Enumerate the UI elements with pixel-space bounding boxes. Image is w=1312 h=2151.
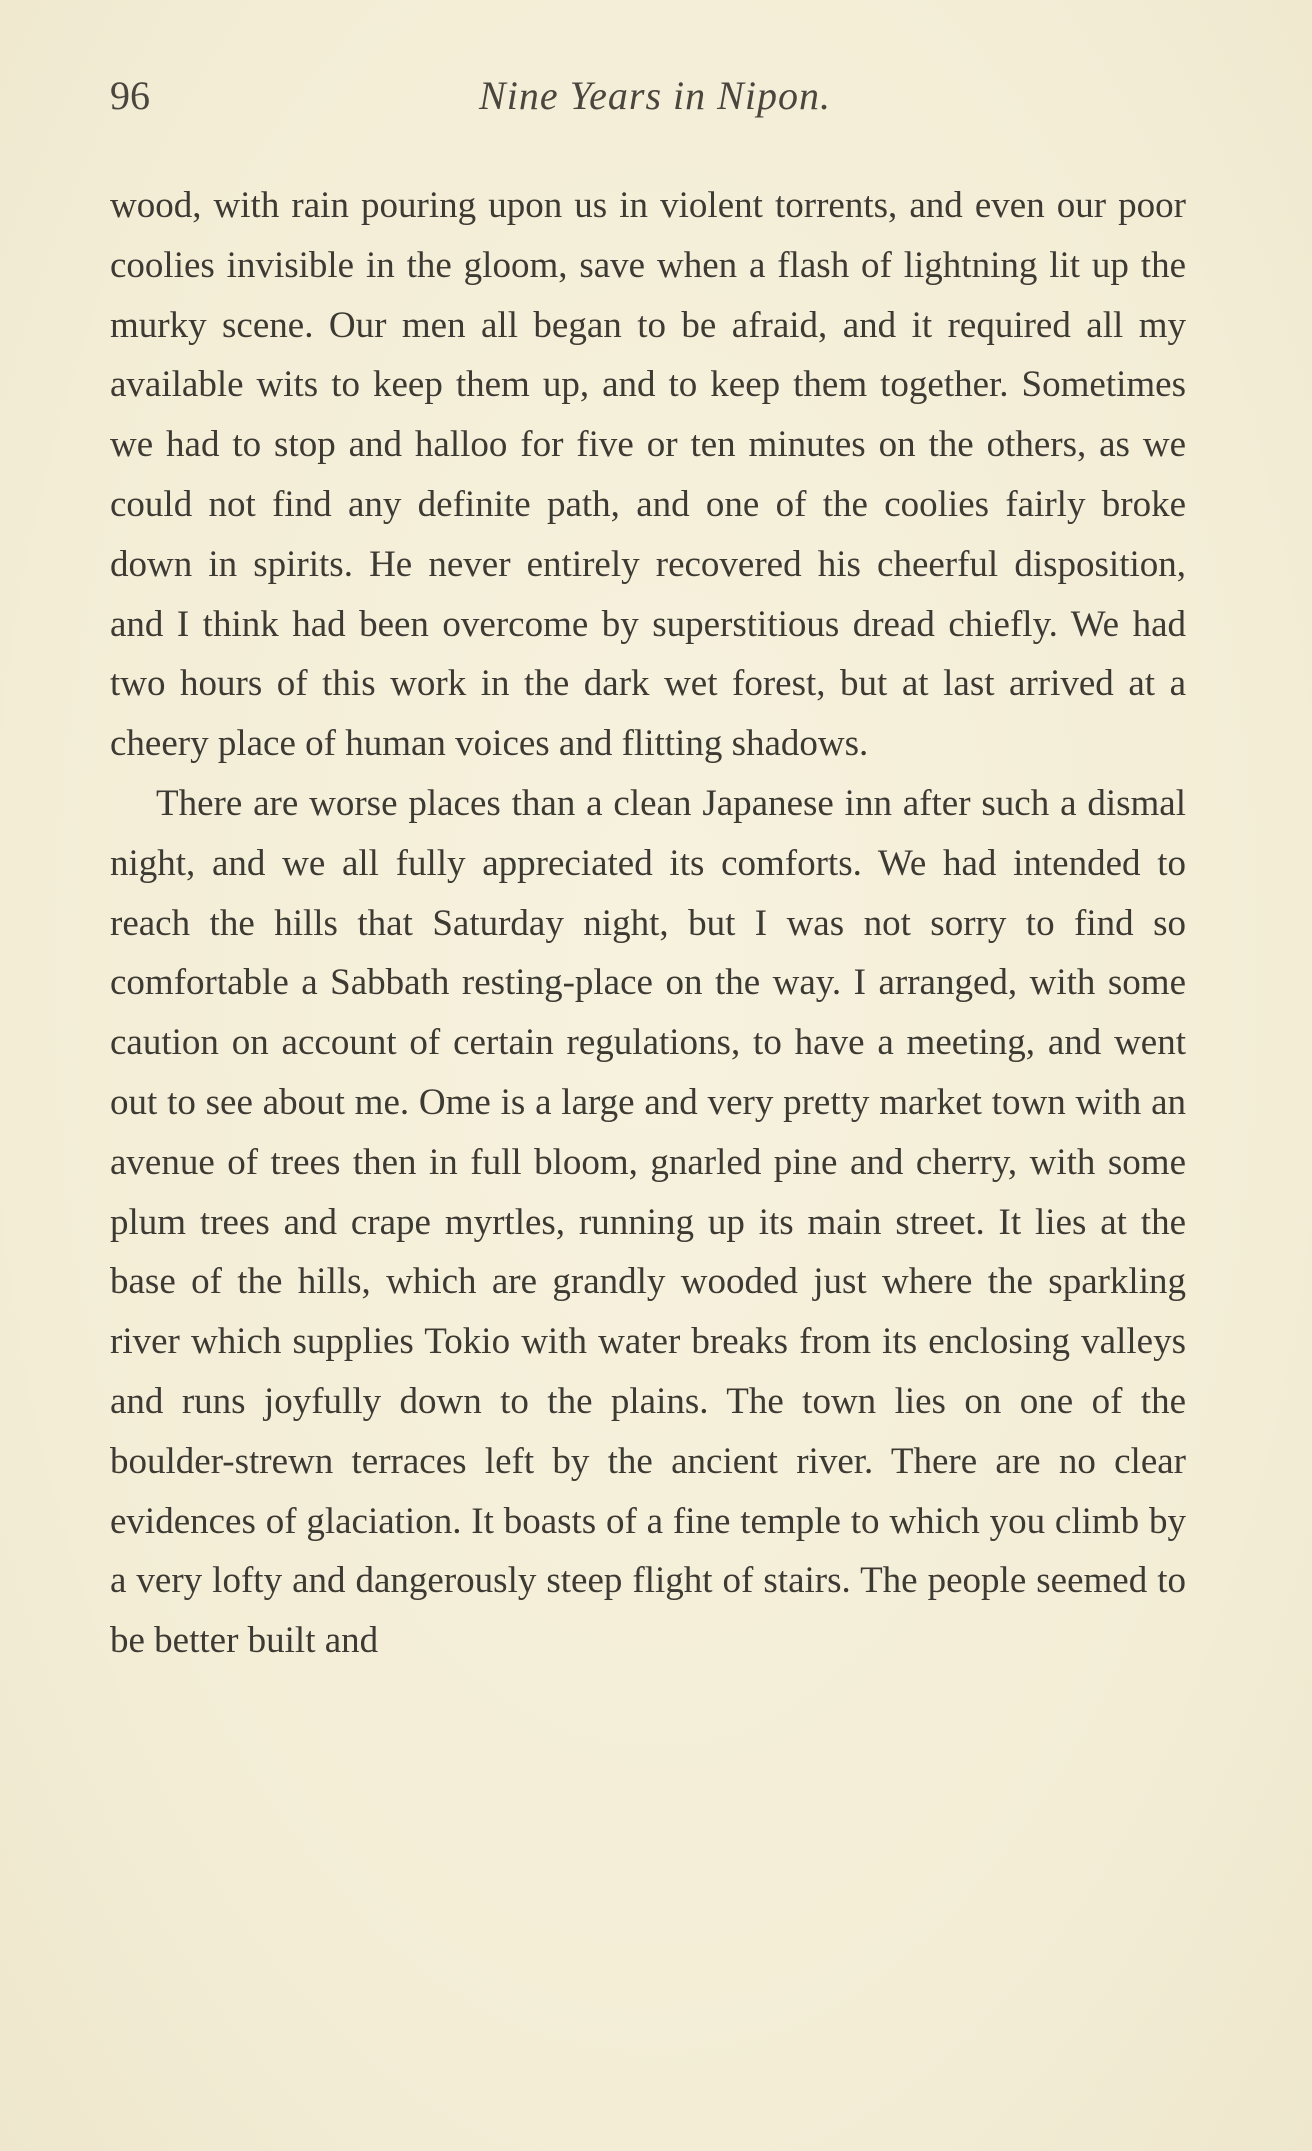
paragraph-japanese-inn: There are worse places than a clean Japanese inn after such a dismal night, and we all fully appreciated its comforts. We had intended to reach the hills that Saturday night, but I was not sorry to find so comfortable a Sabbath resting-place on the way. I arranged, with some caution on account of certain regulations, to have a meeting, and went out to see about me. Ome is a large and very pretty market town with an avenue of trees then in full bloom, gnarled pine and cherry, with some plum trees and crape myrtles, running up its main street. It lies at the base of the hills, which are grandly wooded just where the sparkling river which supplies Tokio with water breaks from its enclosing valleys and runs joyfully down to the plains. The town lies on one of the boulder-strewn terraces left by the ancient river. There are no clear evidences of glaciation. It boasts of a fine temple to which you climb by a very lofty and dangerously steep flight of stairs. The people seemed to be better built and [110,782,1186,1662]
page-number: 96 [110,73,150,118]
body-text [110,176,1186,1671]
running-head [110,66,1190,126]
running-title: Nine Years in Nipon. [479,73,831,118]
paragraph-continued: wood, with rain pouring upon us in violent torrents, and even our poor coolies invisible in the gloom, save when a flash of lightning lit up the murky scene. Our men all began to be afraid, and it required all my available wits to keep them up, and to keep them together. Sometimes we had to stop and halloo for five or ten minutes on the others, as we could not find any definite path, and one of the coolies fairly broke down in spirits. He never entirely recovered his cheerful disposition, and I think had been overcome by superstitious dread chiefly. We had two hours of this work in the dark wet forest, but at last arrived at a cheery place of human voices and flitting shadows. [110,185,1186,765]
